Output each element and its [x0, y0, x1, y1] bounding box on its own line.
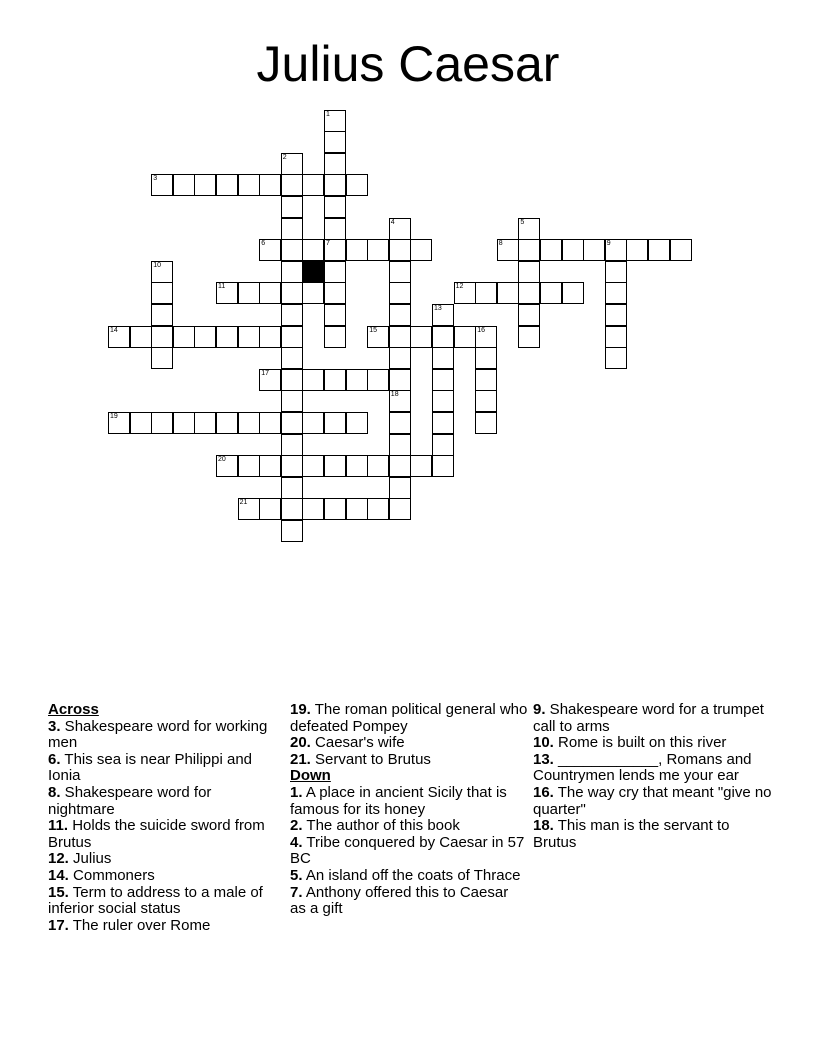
clue-number: 8 [498, 240, 503, 248]
clue-number-label: 11. [48, 817, 69, 835]
clue-number-label: 6. [48, 750, 61, 768]
grid-cell[interactable] [151, 326, 173, 348]
grid-cell[interactable] [302, 369, 324, 391]
grid-cell[interactable] [324, 498, 346, 520]
grid-cell[interactable] [346, 498, 368, 520]
across-clue [48, 868, 278, 885]
grid-cell[interactable] [238, 174, 260, 196]
grid-cell[interactable] [281, 369, 303, 391]
clue-text: Tribe conquered by Caesar in 57 BC [290, 833, 525, 868]
grid-cell[interactable] [216, 282, 238, 304]
down-clue [290, 868, 528, 885]
grid-cell[interactable] [367, 369, 389, 391]
grid-cell[interactable] [173, 174, 195, 196]
across-clue [48, 752, 278, 785]
grid-cell[interactable] [389, 369, 411, 391]
clue-number-label: 12. [48, 850, 69, 868]
clue-number: 10 [153, 261, 161, 269]
across-clue [48, 885, 278, 918]
grid-cell[interactable] [475, 390, 497, 412]
grid-cell[interactable] [281, 498, 303, 520]
clue-number-label: 1. [290, 783, 303, 801]
clue-text: The author of this book [302, 817, 460, 835]
grid-cell[interactable] [216, 174, 238, 196]
grid-cell[interactable] [194, 174, 216, 196]
across-clue-list-continued [290, 702, 528, 768]
grid-cell[interactable] [454, 282, 476, 304]
clue-number: 5 [520, 218, 525, 226]
clue-number: 20 [218, 456, 226, 464]
across-clue [290, 735, 528, 752]
grid-cell[interactable] [475, 412, 497, 434]
grid-cell[interactable] [281, 174, 303, 196]
grid-cell[interactable] [475, 369, 497, 391]
grid-cell[interactable] [259, 326, 281, 348]
down-heading: Down [290, 767, 331, 785]
grid-cell[interactable] [346, 412, 368, 434]
down-clue [290, 835, 528, 868]
grid-cell[interactable] [281, 455, 303, 477]
grid-cell[interactable] [259, 239, 281, 261]
down-clue [533, 785, 773, 818]
grid-cell[interactable] [389, 261, 411, 283]
clue-text: This sea is near Philippi and Ionia [48, 750, 253, 785]
grid-cell[interactable] [518, 239, 540, 261]
down-clue-list [290, 785, 528, 918]
across-clue [290, 702, 528, 735]
clue-number-label: 14. [48, 866, 69, 884]
grid-cell[interactable] [605, 347, 627, 369]
grid-cell[interactable] [389, 434, 411, 456]
across-clue [48, 851, 278, 868]
grid-cell[interactable] [259, 369, 281, 391]
grid-cell[interactable] [324, 239, 346, 261]
grid-cell[interactable] [389, 304, 411, 326]
grid-cell[interactable] [605, 326, 627, 348]
down-clue [533, 735, 773, 752]
grid-cell[interactable] [626, 239, 648, 261]
grid-cell[interactable] [324, 218, 346, 240]
clue-text: Caesar's wife [310, 734, 405, 752]
grid-cell[interactable] [475, 282, 497, 304]
grid-cell[interactable] [540, 239, 562, 261]
grid-cell[interactable] [367, 455, 389, 477]
grid-cell[interactable] [324, 455, 346, 477]
grid-cell[interactable] [389, 477, 411, 499]
down-clue-list-continued [533, 702, 773, 851]
grid-cell[interactable] [389, 282, 411, 304]
grid-cell[interactable] [324, 174, 346, 196]
across-clue-list [48, 719, 278, 935]
grid-cell[interactable] [324, 326, 346, 348]
grid-cell[interactable] [475, 326, 497, 348]
clue-number-label: 20. [290, 734, 311, 752]
clue-text: Holds the suicide sword from Brutus [48, 817, 265, 851]
grid-cell[interactable] [389, 390, 411, 412]
clue-number-label: 2. [290, 817, 303, 835]
grid-cell[interactable] [281, 304, 303, 326]
grid-cell[interactable] [562, 239, 584, 261]
grid-cell[interactable] [648, 239, 670, 261]
clue-text: This man is the servant to Brutus [533, 817, 730, 851]
grid-cell[interactable] [259, 455, 281, 477]
grid-cell[interactable] [605, 304, 627, 326]
grid-cell[interactable] [389, 498, 411, 520]
grid-cell[interactable] [281, 412, 303, 434]
grid-cell[interactable] [302, 412, 324, 434]
clue-text: Shakespeare word for nightmare [48, 783, 212, 818]
clue-number: 12 [455, 283, 464, 291]
grid-cell[interactable] [194, 326, 216, 348]
grid-cell[interactable] [302, 282, 324, 304]
clue-number-label: 18. [533, 817, 554, 835]
grid-cell[interactable] [216, 455, 238, 477]
grid-cell[interactable] [389, 239, 411, 261]
grid-cell[interactable] [346, 455, 368, 477]
clue-number: 17 [261, 369, 269, 377]
grid-cell[interactable] [454, 326, 476, 348]
down-clue [533, 818, 773, 851]
grid-cell[interactable] [194, 412, 216, 434]
grid-cell[interactable] [583, 239, 605, 261]
grid-cell[interactable] [324, 153, 346, 175]
clues-column-2 [290, 702, 528, 918]
down-clue [290, 785, 528, 818]
grid-cell[interactable] [281, 282, 303, 304]
grid-cell[interactable] [389, 347, 411, 369]
grid-cell[interactable] [281, 520, 303, 542]
grid-cell[interactable] [259, 412, 281, 434]
grid-cell[interactable] [281, 261, 303, 283]
grid-cell[interactable] [238, 326, 260, 348]
clue-number: 3 [153, 175, 158, 183]
clue-number: 19 [110, 413, 118, 420]
clue-number: 18 [390, 391, 399, 399]
grid-cell[interactable] [410, 239, 432, 261]
grid-cell[interactable] [324, 304, 346, 326]
across-clue [48, 818, 278, 851]
grid-cell[interactable] [324, 110, 346, 132]
grid-cell[interactable] [475, 347, 497, 369]
grid-cell[interactable] [151, 412, 173, 434]
grid-cell[interactable] [259, 282, 281, 304]
clue-number: 7 [326, 240, 330, 248]
clue-text: Servant to Brutus [310, 750, 431, 768]
black-cell [302, 261, 324, 283]
grid-cell[interactable] [324, 261, 346, 283]
clue-text: The ruler over Rome [68, 916, 211, 934]
clue-number: 9 [606, 240, 611, 248]
grid-cell[interactable] [432, 326, 454, 348]
grid-cell[interactable] [432, 304, 454, 326]
grid-cell[interactable] [324, 412, 346, 434]
grid-cell[interactable] [367, 498, 389, 520]
clue-number: 21 [239, 499, 248, 507]
grid-cell[interactable] [562, 282, 584, 304]
across-heading: Across [48, 701, 99, 718]
clue-number: 14 [110, 326, 118, 334]
grid-cell[interactable] [216, 326, 238, 348]
grid-cell[interactable] [281, 239, 303, 261]
clue-number-label: 17. [48, 916, 69, 934]
clue-number-label: 7. [290, 883, 303, 901]
grid-cell[interactable] [216, 412, 238, 434]
clue-number-label: 16. [533, 783, 554, 801]
grid-cell[interactable] [367, 239, 389, 261]
clue-number-label: 8. [48, 783, 61, 801]
grid-cell[interactable] [302, 239, 324, 261]
grid-cell[interactable] [151, 304, 173, 326]
grid-cell[interactable] [324, 131, 346, 153]
clue-text: Shakespeare word for a trumpet call to arms [533, 701, 764, 735]
grid-cell[interactable] [432, 434, 454, 456]
across-clue [48, 918, 278, 935]
clue-text: Shakespeare word for working men [48, 717, 268, 752]
grid-cell[interactable] [389, 455, 411, 477]
grid-cell[interactable] [151, 174, 173, 196]
grid-cell[interactable] [281, 347, 303, 369]
grid-cell[interactable] [238, 282, 260, 304]
clue-text: Rome is built on this river [553, 734, 727, 752]
across-clues-column-1 [48, 702, 278, 934]
grid-cell[interactable] [346, 239, 368, 261]
grid-cell[interactable] [518, 282, 540, 304]
clue-text: ____________, Romans and Countrymen lends me your ear [533, 750, 752, 785]
down-clue [290, 818, 528, 835]
clue-number-label: 9. [533, 701, 546, 718]
grid-cell[interactable] [173, 412, 195, 434]
grid-cell[interactable] [302, 174, 324, 196]
clue-text: Julius [68, 850, 112, 868]
clue-text: An island off the coats of Thrace [302, 866, 521, 884]
grid-cell[interactable] [605, 282, 627, 304]
grid-cell[interactable] [497, 282, 519, 304]
grid-cell[interactable] [346, 369, 368, 391]
down-clue [533, 702, 773, 735]
clue-text: The roman political general who defeated Pompey [290, 701, 528, 735]
clue-number: 4 [390, 218, 395, 226]
grid-cell[interactable] [432, 369, 454, 391]
grid-cell[interactable] [259, 174, 281, 196]
clue-number: 15 [369, 326, 377, 334]
grid-cell[interactable] [302, 455, 324, 477]
grid-cell[interactable] [518, 304, 540, 326]
clue-text: The way cry that meant "give no quarter" [533, 783, 772, 818]
clue-number-label: 4. [290, 833, 303, 851]
clue-number-label: 13. [533, 750, 554, 768]
clue-number-label: 19. [290, 701, 311, 718]
down-clue [290, 885, 528, 918]
clue-number: 1 [326, 110, 330, 118]
grid-cell[interactable] [432, 390, 454, 412]
grid-cell[interactable] [238, 498, 260, 520]
clue-text: A place in ancient Sicily that is famous for its honey [290, 783, 507, 818]
grid-cell[interactable] [281, 196, 303, 218]
grid-cell[interactable] [432, 412, 454, 434]
grid-cell[interactable] [410, 455, 432, 477]
grid-cell[interactable] [410, 326, 432, 348]
grid-cell[interactable] [108, 412, 130, 434]
clue-number-label: 10. [533, 734, 554, 752]
grid-cell[interactable] [346, 174, 368, 196]
grid-cell[interactable] [324, 282, 346, 304]
grid-cell[interactable] [281, 218, 303, 240]
grid-cell[interactable] [259, 498, 281, 520]
clue-text: Commoners [68, 866, 155, 884]
clue-number: 16 [477, 326, 485, 334]
clue-number-label: 5. [290, 866, 303, 884]
page-title: Julius Caesar [256, 36, 560, 92]
clue-number: 2 [282, 153, 287, 161]
grid-cell[interactable] [281, 477, 303, 499]
grid-cell[interactable] [281, 153, 303, 175]
grid-cell[interactable] [151, 282, 173, 304]
grid-cell[interactable] [108, 326, 130, 348]
grid-cell[interactable] [302, 498, 324, 520]
grid-cell[interactable] [518, 261, 540, 283]
grid-cell[interactable] [324, 369, 346, 391]
grid-cell[interactable] [518, 218, 540, 240]
grid-cell[interactable] [518, 326, 540, 348]
grid-cell[interactable] [367, 326, 389, 348]
across-clue [48, 785, 278, 818]
grid-cell[interactable] [432, 455, 454, 477]
grid-cell[interactable] [238, 412, 260, 434]
down-clues-column-3 [533, 702, 773, 851]
across-clue [290, 752, 528, 769]
across-clue [48, 719, 278, 752]
grid-cell[interactable] [389, 218, 411, 240]
clue-number-label: 15. [48, 883, 69, 901]
clue-number: 6 [261, 240, 266, 248]
grid-cell[interactable] [173, 326, 195, 348]
clue-text: Term to address to a male of inferior social status [48, 883, 263, 918]
grid-cell[interactable] [389, 412, 411, 434]
grid-cell[interactable] [324, 196, 346, 218]
grid-cell[interactable] [432, 347, 454, 369]
grid-cell[interactable] [130, 412, 152, 434]
grid-cell[interactable] [130, 326, 152, 348]
grid-cell[interactable] [151, 261, 173, 283]
grid-cell[interactable] [281, 434, 303, 456]
grid-cell[interactable] [281, 390, 303, 412]
clue-number: 13 [434, 305, 442, 312]
clue-number-label: 21. [290, 750, 311, 768]
grid-cell[interactable] [605, 261, 627, 283]
down-clue [533, 752, 773, 785]
clue-number-label: 3. [48, 717, 61, 735]
grid-cell[interactable] [605, 239, 627, 261]
grid-cell[interactable] [540, 282, 562, 304]
grid-cell[interactable] [238, 455, 260, 477]
grid-cell[interactable] [389, 326, 411, 348]
grid-cell[interactable] [151, 347, 173, 369]
clue-number: 11 [218, 283, 226, 291]
clue-text: Anthony offered this to Caesar as a gift [290, 883, 509, 918]
grid-cell[interactable] [281, 326, 303, 348]
grid-cell[interactable] [670, 239, 692, 261]
grid-cell[interactable] [497, 239, 519, 261]
